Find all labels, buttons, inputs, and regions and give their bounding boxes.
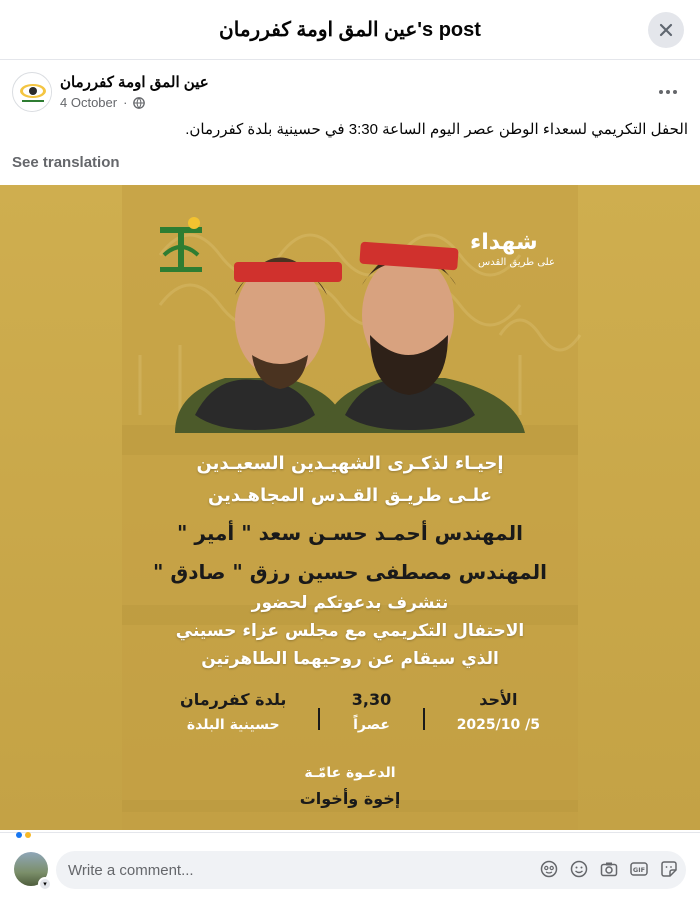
page-avatar[interactable] <box>12 72 52 112</box>
camera-icon[interactable] <box>600 860 618 878</box>
comment-bar <box>0 840 700 904</box>
info-separator <box>318 708 320 730</box>
poster-name-2: المهندس مصطفى حسين رزق " صادق " <box>153 560 547 584</box>
close-button[interactable] <box>648 12 684 48</box>
poster-name-1: المهندس أحمـد حسـن سعد " أمير " <box>177 521 523 545</box>
info-separator <box>423 708 425 730</box>
post-text: الحفل التكريمي لسعداء الوطن عصر اليوم الساعة 3:30 في حسينية بلدة كفررمان. <box>185 121 688 138</box>
post-date[interactable]: 4 October <box>60 95 118 110</box>
svg-text:GIF: GIF <box>632 866 646 874</box>
event-time: 3,30 عصراً <box>351 690 392 733</box>
invite-audience: إخوة وأخوات <box>299 789 401 808</box>
martyrs-subtitle: على طريق القدس <box>478 257 555 268</box>
post-author[interactable]: عين المق اومة كفررمان <box>60 74 209 91</box>
sticker-icon[interactable] <box>660 860 678 878</box>
post-header <box>0 60 700 122</box>
event-info-row <box>180 690 540 750</box>
poster-line-5: نتشرف بدعوتكم لحضور <box>251 593 449 613</box>
more-horizontal-icon <box>658 89 678 95</box>
emoji-icon[interactable] <box>570 860 588 878</box>
close-icon <box>658 22 674 38</box>
comment-tools <box>540 860 678 878</box>
reaction-icons <box>14 832 44 838</box>
see-translation-link[interactable]: See translation <box>12 154 120 171</box>
poster-line-1: إحيـاء لذكـرى الشهيـدين السعيـدين <box>196 453 504 474</box>
post-image[interactable] <box>0 185 700 830</box>
gif-icon[interactable] <box>630 860 648 878</box>
more-options-button[interactable] <box>650 74 686 110</box>
event-day: الأحد 5/ 2025/10 <box>456 690 540 733</box>
divider <box>0 832 700 833</box>
event-place: بلدة كفررمان حسينية البلدة <box>180 690 287 733</box>
chevron-down-icon[interactable]: ▾ <box>38 877 52 891</box>
post-meta: 4 October · <box>60 95 145 110</box>
modal-title: عين المق اومة كفررمان's post <box>219 19 481 41</box>
eye-logo-icon <box>13 73 52 112</box>
poster-line-2: علـى طريـق القـدس المجاهـدين <box>207 485 493 506</box>
poster-line-7: الذي سيقام عن روحيهما الطاهرتين <box>201 649 499 669</box>
invite-general: الدعـوة عامّـة <box>304 765 396 781</box>
avatar-sticker-icon[interactable] <box>540 860 558 878</box>
martyrs-title: شهداء <box>470 230 538 255</box>
globe-icon <box>133 97 145 109</box>
poster-line-6: الاحتفال التكريمي مع مجلس عزاء حسيني <box>175 621 525 641</box>
modal-header <box>0 0 700 60</box>
